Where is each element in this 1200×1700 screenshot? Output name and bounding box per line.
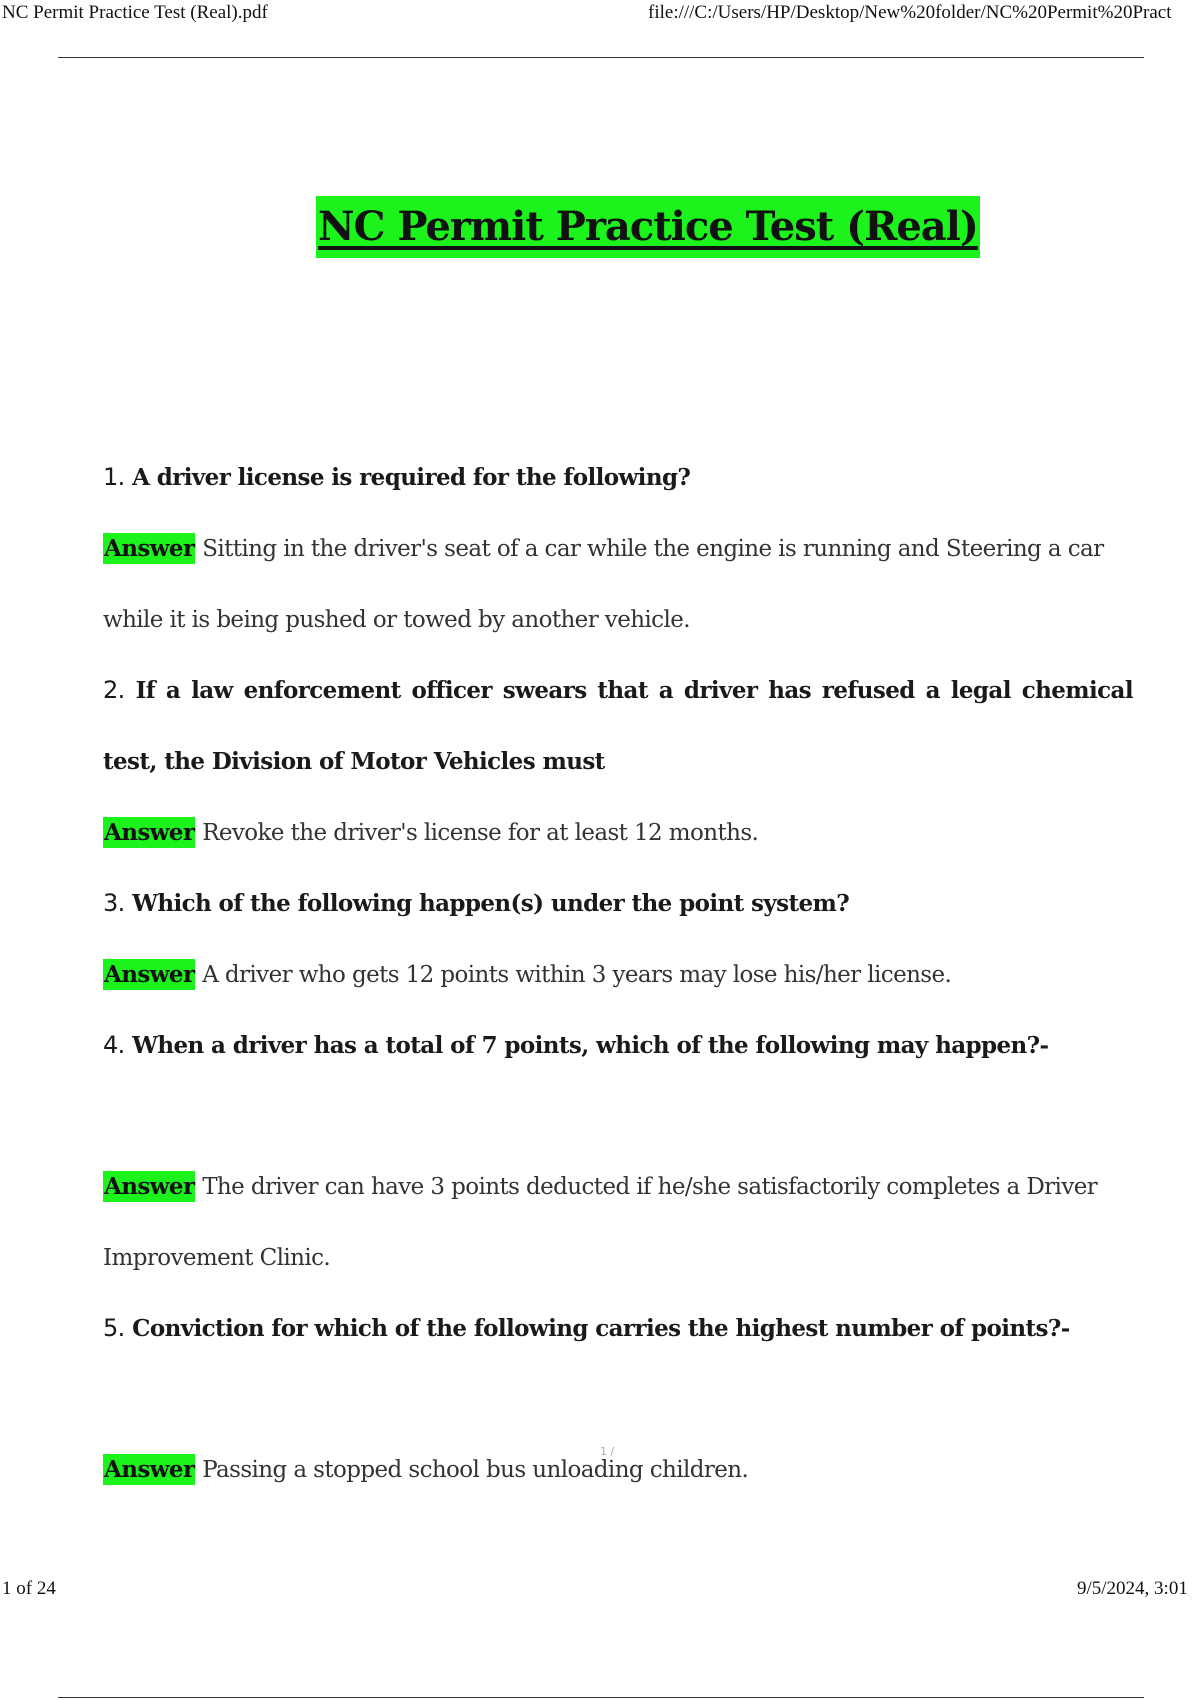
print-timestamp: 9/5/2024, 3:01 [1077,1578,1188,1599]
answer-label: Answer [104,1456,195,1483]
question-text: If a law enforcement officer swears that a driver has refused a legal chemical test, the Division of Motor Vehicles must [103,677,1133,775]
answer-1 [103,513,1133,656]
print-doc-name: NC Permit Practice Test (Real).pdf [2,2,268,23]
question-text: A driver license is required for the following? [132,464,691,491]
answer-text: Revoke the driver's license for at least 12 months. [202,820,759,846]
answer-label: Answer [104,819,195,846]
print-header [0,0,1200,26]
question-number: 4. [103,1031,125,1059]
question-number: 2. [103,676,125,704]
answer-4 [103,1151,1133,1294]
document-page [0,60,1200,1560]
question-text: When a driver has a total of 7 points, which of the following may happen?- [132,1032,1049,1059]
answer-label: Answer [104,535,195,562]
print-file-path: file:///C:/Users/HP/Desktop/New%20folder/NC%20Permit%20Pract [648,2,1172,23]
answer-text: The driver can have 3 points deducted if he/she satisfactorily completes a Driver Improvement Clinic. [103,1174,1098,1271]
answer-text: Passing a stopped school bus unloading children. [202,1457,749,1483]
answer-5 [103,1434,1133,1506]
question-text: Conviction for which of the following carries the highest number of points?- [132,1315,1070,1342]
page-number-mark: 1 / [600,1445,615,1458]
question-1 [103,442,1133,513]
answer-2 [103,797,1133,869]
answer-label: Answer [104,961,195,988]
page-count: 1 of 24 [2,1578,56,1599]
question-4 [103,1010,1133,1081]
answer-text: Sitting in the driver's seat of a car while the engine is running and Steering a car while it is being pushed or towed by another vehicle. [103,536,1104,633]
question-text: Which of the following happen(s) under the point system? [132,890,850,917]
answer-3 [103,939,1133,1011]
question-number: 5. [103,1314,125,1342]
question-3 [103,868,1133,939]
question-5 [103,1293,1133,1364]
top-divider [58,57,1144,58]
answer-label: Answer [104,1173,195,1200]
page-title: NC Permit Practice Test (Real) [316,196,980,258]
answer-text: A driver who gets 12 points within 3 years may lose his/her license. [202,962,952,988]
question-number: 1. [103,463,125,491]
question-number: 3. [103,889,125,917]
bottom-divider [58,1697,1144,1698]
question-2 [103,655,1133,797]
